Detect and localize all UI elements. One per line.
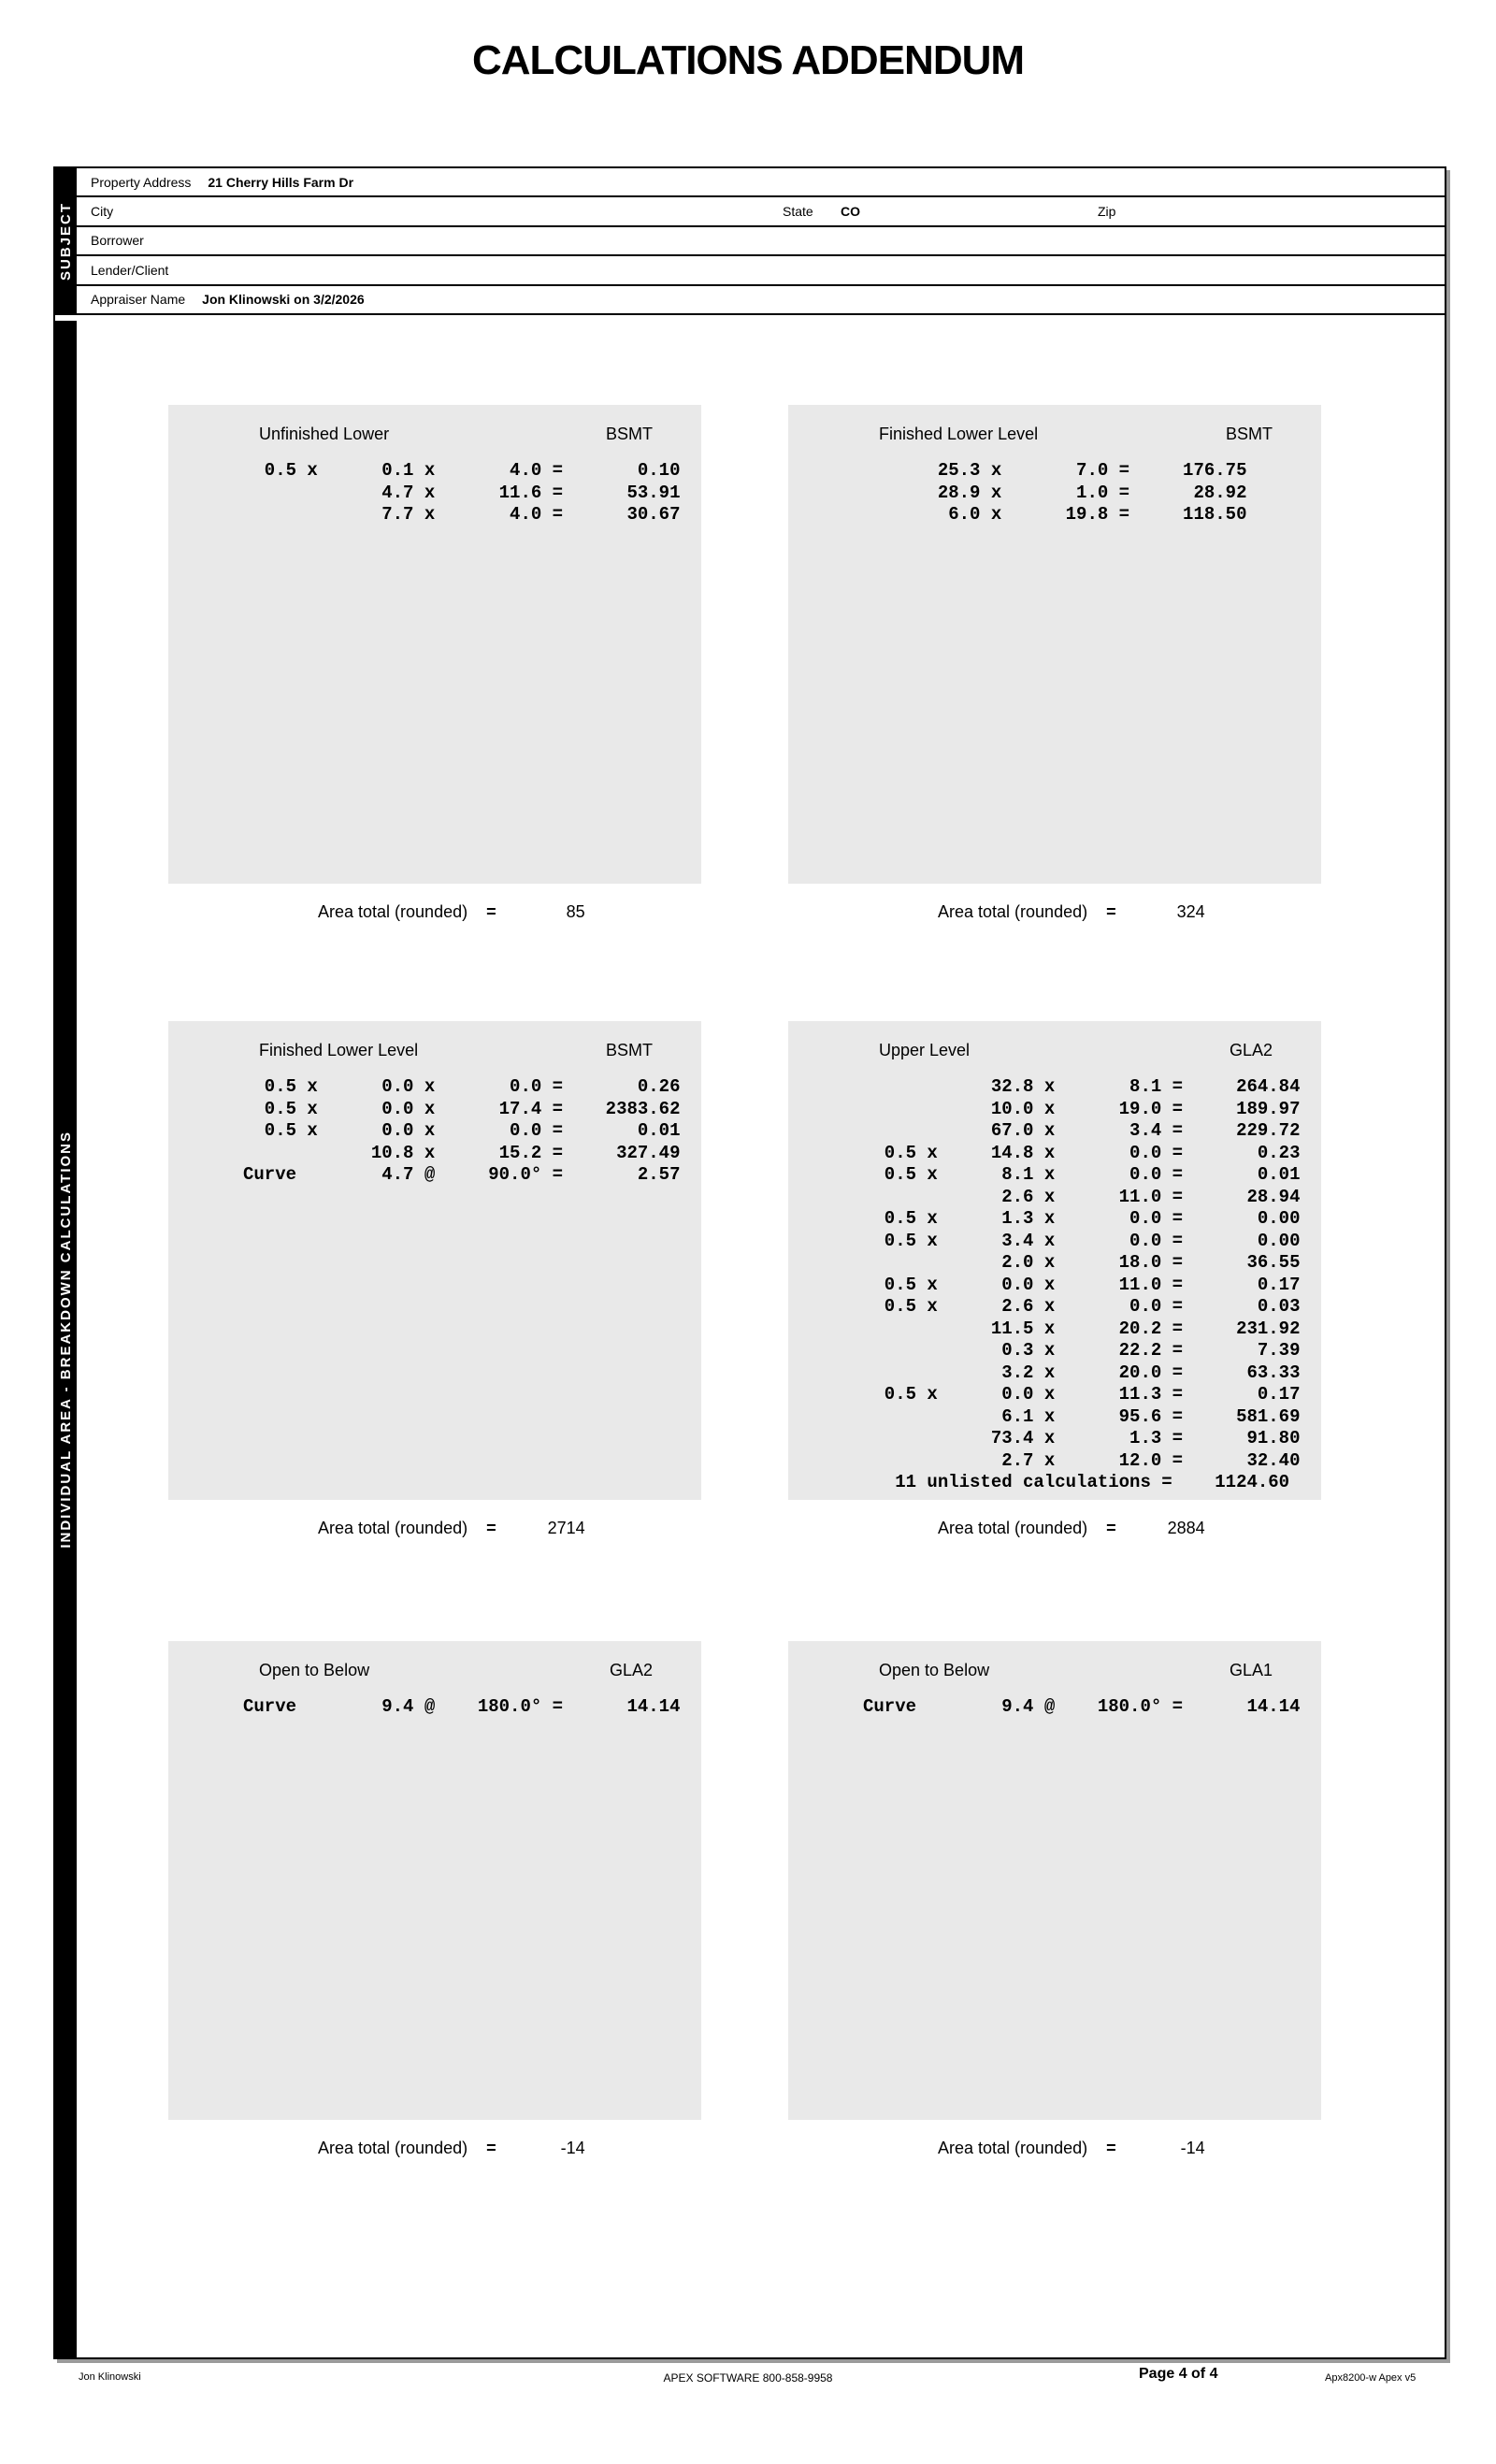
appraiser-name-label: Appraiser Name bbox=[91, 292, 186, 308]
breakdown-section-bar bbox=[55, 321, 77, 2357]
calc-line: 0.5 x 0.0 x 11.0 = 0.17 bbox=[863, 1274, 1301, 1295]
area-type: BSMT bbox=[1225, 425, 1273, 443]
row-appraiser-name bbox=[77, 286, 1445, 315]
subject-section-bar bbox=[55, 168, 77, 315]
calc-line: 0.5 x 0.0 x 17.4 = 2383.62 bbox=[243, 1098, 681, 1119]
calc-box-group-open-to-below-gla1 bbox=[788, 1641, 1321, 2158]
area-total-line bbox=[938, 2139, 1321, 2158]
row-property-address bbox=[77, 168, 1445, 197]
area-total-line bbox=[938, 1519, 1321, 1538]
area-type: GLA2 bbox=[609, 1661, 653, 1679]
calc-line: 7.7 x 4.0 = 30.67 bbox=[243, 504, 681, 525]
city-label: City bbox=[91, 204, 114, 220]
calc-box-group-unfinished-lower bbox=[168, 405, 701, 922]
area-name: Finished Lower Level bbox=[879, 425, 1039, 443]
calc-box bbox=[168, 1021, 701, 1500]
calc-line: Curve 9.4 @ 180.0° = 14.14 bbox=[863, 1696, 1301, 1717]
row-city-state-zip bbox=[77, 197, 1445, 226]
area-total-label: Area total (rounded) bbox=[318, 2139, 468, 2157]
calc-line: 2.7 x 12.0 = 32.40 bbox=[863, 1449, 1301, 1471]
property-address-value: 21 Cherry Hills Farm Dr bbox=[208, 174, 354, 190]
area-total-line bbox=[938, 902, 1321, 922]
area-total-line bbox=[318, 902, 701, 922]
footer-appraiser-name: Jon Klinowski bbox=[79, 2371, 141, 2383]
state-label: State bbox=[783, 204, 813, 220]
calc-line: 2.6 x 11.0 = 28.94 bbox=[863, 1186, 1301, 1207]
calc-line: 10.0 x 19.0 = 189.97 bbox=[863, 1098, 1301, 1119]
calc-box bbox=[168, 1641, 701, 2120]
footer-software-credit: APEX SOFTWARE 800-858-9958 bbox=[663, 2371, 833, 2385]
area-total-label: Area total (rounded) bbox=[318, 1519, 468, 1537]
calc-line: 0.5 x 1.3 x 0.0 = 0.00 bbox=[863, 1208, 1301, 1229]
area-type: GLA2 bbox=[1229, 1041, 1273, 1059]
calc-line: Curve 4.7 @ 90.0° = 2.57 bbox=[243, 1164, 681, 1185]
calc-box-header bbox=[879, 425, 1273, 445]
calc-line: 11.5 x 20.2 = 231.92 bbox=[863, 1318, 1301, 1339]
area-name: Upper Level bbox=[879, 1041, 971, 1059]
calc-line: 0.5 x 0.0 x 0.0 = 0.26 bbox=[243, 1076, 681, 1097]
area-total-line bbox=[318, 2139, 701, 2158]
calc-box-header bbox=[879, 1661, 1273, 1681]
calc-line: 32.8 x 8.1 = 264.84 bbox=[863, 1076, 1301, 1097]
appraiser-name-value: Jon Klinowski on 3/2/2026 bbox=[202, 292, 365, 308]
subject-table bbox=[77, 168, 1445, 315]
calc-box bbox=[788, 1641, 1321, 2120]
area-type: BSMT bbox=[605, 1041, 653, 1059]
calc-line: 73.4 x 1.3 = 91.80 bbox=[863, 1428, 1301, 1448]
area-name: Open to Below bbox=[259, 1661, 370, 1679]
calc-line: 0.5 x 3.4 x 0.0 = 0.00 bbox=[863, 1230, 1301, 1251]
row-borrower bbox=[77, 227, 1445, 256]
page-title: CALCULATIONS ADDENDUM bbox=[471, 37, 1025, 83]
lender-client-label: Lender/Client bbox=[91, 262, 169, 278]
area-total-label: Area total (rounded) bbox=[938, 2139, 1088, 2157]
area-total-label: Area total (rounded) bbox=[938, 902, 1088, 921]
area-name: Unfinished Lower bbox=[259, 425, 390, 443]
calc-box-group-finished-lower-1 bbox=[788, 405, 1321, 922]
calc-line: 0.5 x 14.8 x 0.0 = 0.23 bbox=[863, 1142, 1301, 1163]
borrower-label: Borrower bbox=[91, 233, 144, 249]
area-name: Open to Below bbox=[879, 1661, 990, 1679]
area-total-line bbox=[318, 1519, 701, 1538]
calc-box-group-upper-level bbox=[788, 1021, 1321, 1538]
equals-sign: = bbox=[486, 1519, 496, 1537]
area-name: Finished Lower Level bbox=[259, 1041, 419, 1059]
area-total-value: 2884 bbox=[1167, 1519, 1205, 1537]
calc-line: 6.0 x 19.8 = 118.50 bbox=[863, 504, 1247, 525]
calc-line: 0.5 x 0.0 x 0.0 = 0.01 bbox=[243, 1120, 681, 1141]
area-type: BSMT bbox=[605, 425, 653, 443]
calc-line: 4.7 x 11.6 = 53.91 bbox=[243, 482, 681, 503]
row-lender-client bbox=[77, 256, 1445, 285]
calc-line: 25.3 x 7.0 = 176.75 bbox=[863, 460, 1247, 481]
calc-box-header bbox=[259, 425, 653, 445]
footer-page-number: Page 4 of 4 bbox=[1139, 2366, 1218, 2382]
area-total-value: 2714 bbox=[547, 1519, 585, 1537]
area-total-label: Area total (rounded) bbox=[938, 1519, 1088, 1537]
area-total-value: 85 bbox=[566, 902, 585, 921]
equals-sign: = bbox=[486, 2139, 496, 2157]
state-value: CO bbox=[841, 204, 860, 220]
calc-line: 0.5 x 0.1 x 4.0 = 0.10 bbox=[243, 460, 681, 481]
area-total-label: Area total (rounded) bbox=[318, 902, 468, 921]
calc-box bbox=[788, 405, 1321, 884]
calc-line: 10.8 x 15.2 = 327.49 bbox=[243, 1142, 681, 1163]
page-footer bbox=[0, 2366, 1496, 2403]
area-total-value: 324 bbox=[1176, 902, 1205, 921]
property-address-label: Property Address bbox=[91, 174, 192, 190]
subject-section-label: SUBJECT bbox=[58, 202, 74, 281]
calc-box-group-open-to-below-gla2 bbox=[168, 1641, 701, 2158]
equals-sign: = bbox=[1106, 1519, 1116, 1537]
footer-version: Apx8200-w Apex v5 bbox=[1325, 2372, 1417, 2384]
calc-box bbox=[168, 405, 701, 884]
calc-line: Curve 9.4 @ 180.0° = 14.14 bbox=[243, 1696, 681, 1717]
calc-box-header bbox=[259, 1661, 653, 1681]
calc-line: 6.1 x 95.6 = 581.69 bbox=[863, 1405, 1301, 1427]
area-total-value: -14 bbox=[1180, 2139, 1205, 2157]
equals-sign: = bbox=[1106, 2139, 1116, 2157]
area-type: GLA1 bbox=[1229, 1661, 1273, 1679]
equals-sign: = bbox=[1106, 902, 1116, 921]
breakdown-section-label: INDIVIDUAL AREA - BREAKDOWN CALCULATIONS bbox=[58, 1130, 74, 1549]
calc-line: 28.9 x 1.0 = 28.92 bbox=[863, 482, 1247, 503]
zip-label: Zip bbox=[1098, 204, 1116, 220]
calc-box bbox=[788, 1021, 1321, 1500]
calc-line: 67.0 x 3.4 = 229.72 bbox=[863, 1120, 1301, 1141]
calc-line: 0.3 x 22.2 = 7.39 bbox=[863, 1340, 1301, 1361]
document-frame bbox=[53, 166, 1446, 2359]
calc-box-header bbox=[259, 1041, 653, 1061]
calc-line: 0.5 x 0.0 x 11.3 = 0.17 bbox=[863, 1384, 1301, 1405]
calc-box-group-finished-lower-2 bbox=[168, 1021, 701, 1538]
calc-line: 0.5 x 2.6 x 0.0 = 0.03 bbox=[863, 1296, 1301, 1317]
calc-line: 11 unlisted calculations = 1124.60 bbox=[863, 1472, 1290, 1492]
area-total-value: -14 bbox=[560, 2139, 585, 2157]
calc-line: 3.2 x 20.0 = 63.33 bbox=[863, 1362, 1301, 1383]
calc-line: 2.0 x 18.0 = 36.55 bbox=[863, 1252, 1301, 1273]
calc-box-header bbox=[879, 1041, 1273, 1061]
equals-sign: = bbox=[486, 902, 496, 921]
calc-line: 0.5 x 8.1 x 0.0 = 0.01 bbox=[863, 1164, 1301, 1185]
